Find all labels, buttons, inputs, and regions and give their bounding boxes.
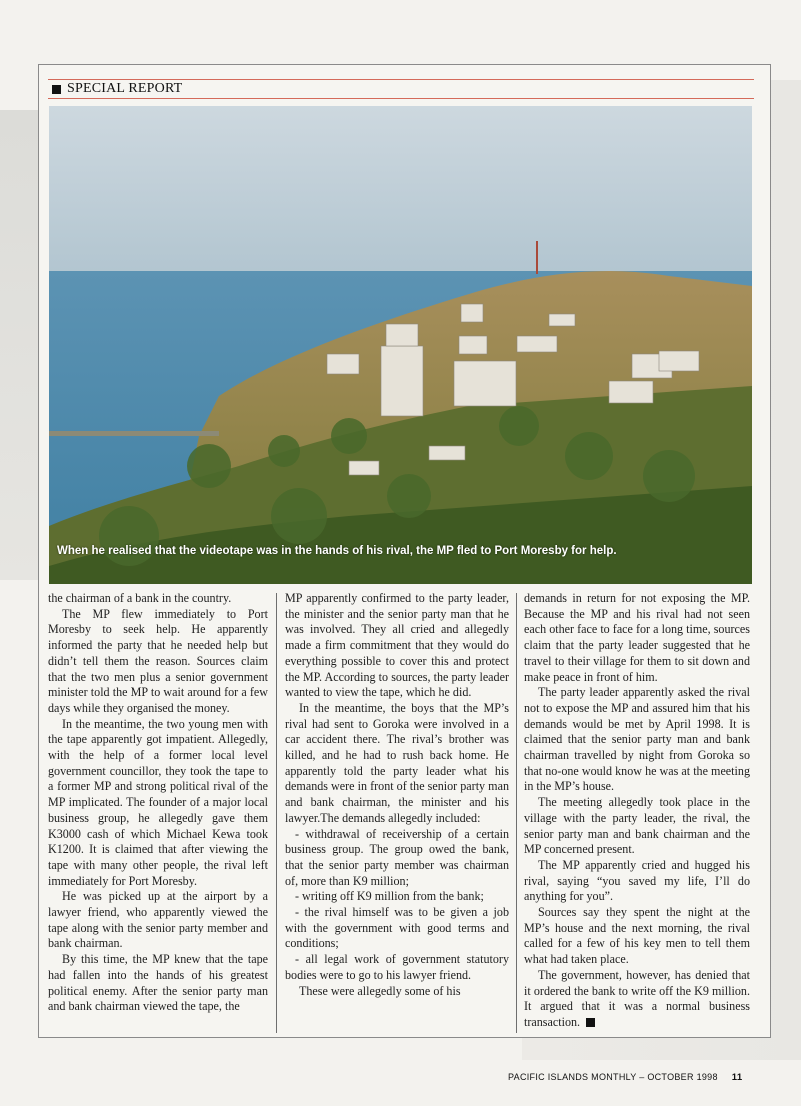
column-divider — [276, 593, 277, 1033]
article-paragraph: The government, however, has denied that it ordered the bank to write off the K9 million. It argued that it was a normal business transaction. — [524, 967, 750, 1029]
article-paragraph: He was picked up at the airport by a lawyer friend, who apparently viewed the tape along with the senior party member and bank chairman. — [48, 889, 268, 951]
section-label: SPECIAL REPORT — [67, 81, 183, 96]
article-paragraph: the chairman of a bank in the country. — [48, 591, 232, 605]
photo-caption: When he realised that the videotape was in the hands of his rival, the MP fled to Port Moresby for help. — [57, 545, 617, 557]
article-paragraph: demands in return for not exposing the MP. Because the MP and his rival had not seen each other face to face for a long time, sources claim that the party leader suggested that he travel to their village for them to sit down and make peace in front of him. — [524, 591, 750, 684]
header-rule — [48, 98, 754, 99]
article-paragraph: In the meantime, the boys that the MP’s rival had sent to Goroka were involved in a car accident there. The rival’s brother was killed, and he had to rush back home. He apparently told the party leader what his demands were in front of the senior party man and bank chairman, the minister and his lawyer.The demands allegedly included: — [285, 700, 509, 825]
article-paragraph: - withdrawal of receivership of a certain business group. The group owed the bank, that the senior party member was chairman of, more than K9 million; — [285, 826, 509, 888]
page-number: 11 — [731, 1072, 743, 1083]
end-of-article-icon — [586, 1018, 595, 1027]
article-paragraph: The party leader apparently asked the rival not to expose the MP and assured him that his demands would be met by April 1998. It is claimed that the senior party man and bank chairman travelled by night from Goroka so that no-one would know he was at the meeting in the MP’s house. — [524, 685, 750, 794]
harbour-photo-illustration — [49, 106, 752, 584]
harbour-photo — [49, 106, 752, 584]
article-column-3 — [524, 591, 750, 1031]
section-header — [52, 80, 182, 98]
column-divider — [516, 593, 517, 1033]
black-square-icon — [52, 85, 61, 94]
article-paragraph: - the rival himself was to be given a job with the government with good terms and conditions; — [285, 905, 509, 951]
article-paragraph: The meeting allegedly took place in the village with the party leader, the rival, the senior party man and bank chairman and the MP concerned present. — [524, 795, 750, 857]
article-paragraph: By this time, the MP knew that the tape had fallen into the hands of his greatest political enemy. After the senior party man and bank chairman viewed the tape, the — [48, 952, 268, 1014]
article-column-1 — [48, 591, 268, 1015]
article-paragraph: These were allegedly some of his — [299, 983, 461, 998]
article-paragraph: - writing off K9 million from the bank; — [295, 889, 484, 904]
article-paragraph: The MP apparently cried and hugged his rival, saying “you saved my life, I’ll do anything for you”. — [524, 857, 750, 904]
article-column-2 — [285, 591, 509, 999]
article-paragraph: - all legal work of government statutory bodies were to go to his lawyer friend. — [285, 952, 509, 982]
publication-line: PACIFIC ISLANDS MONTHLY – OCTOBER 1998 — [508, 1072, 718, 1082]
article-paragraph: MP apparently confirmed to the party leader, the minister and the senior party man that he was involved. They all cried and allegedly made a firm commitment that they would do everything possible to cover this and protect the MP. According to sources, the party leader wanted to view the tape, which he did. — [285, 591, 509, 700]
article-paragraph: Sources say they spent the night at the MP’s house and the next morning, the rival called for a few of his key men to tell them what had taken place. — [524, 905, 750, 967]
article-paragraph: In the meantime, the two young men with the tape apparently got impatient. Allegedly, with the help of a former local level government councillor, they took the tape to a former MP and strong political rival of the MP implicated. The founder of a major local business group, he allegedly gave them K3000 cash of which Michael Kewa took K1200. It is claimed that after viewing the tape with many other people, the rival left immediately for Port Moresby. — [48, 716, 268, 888]
page-footer — [508, 1072, 742, 1083]
article-paragraph: The MP flew immediately to Port Moresby to seek help. He apparently informed the party that he needed help but didn’t tell them the reason. Sources claim that the two men plus a senior government minister told the MP to wait around for a few days while they organised the money. — [48, 606, 268, 715]
